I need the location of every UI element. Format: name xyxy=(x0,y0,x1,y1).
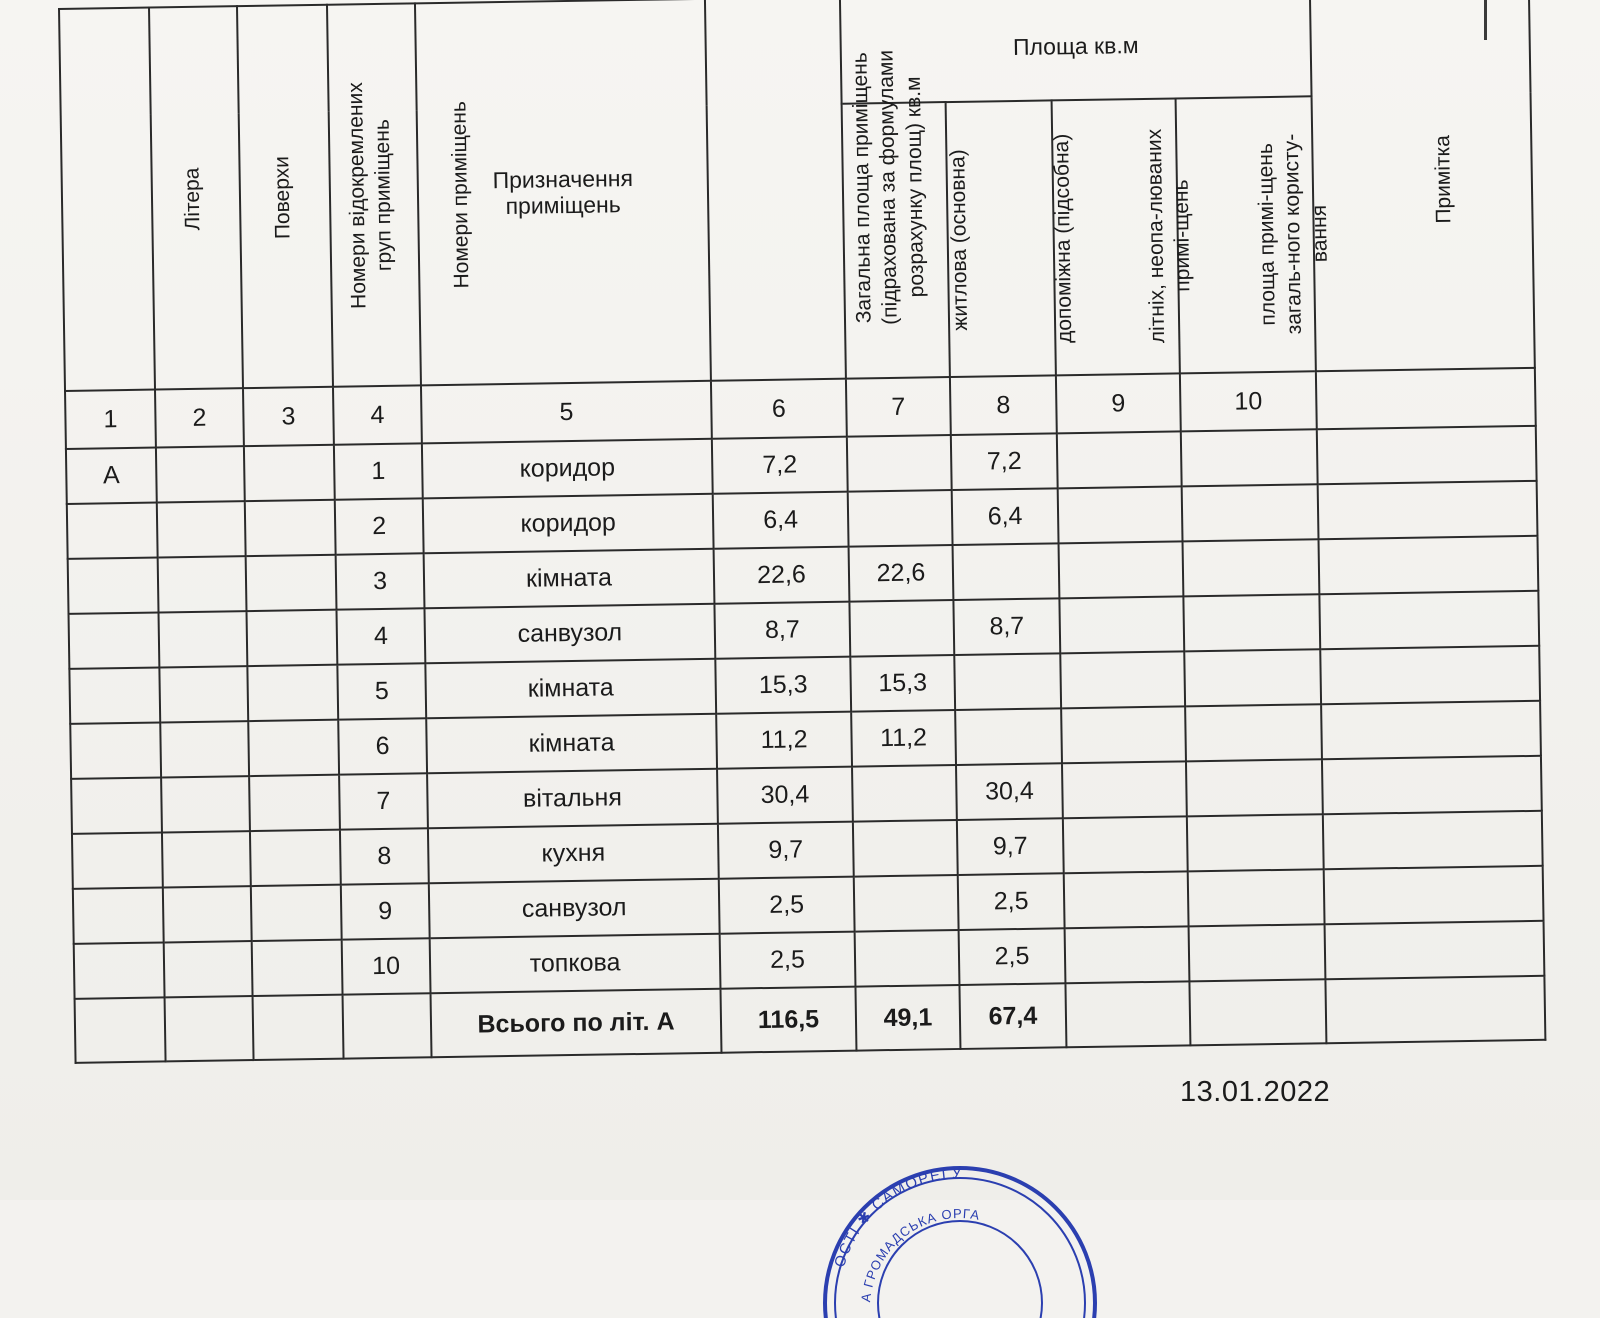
cell-purpose: кімната xyxy=(424,549,715,609)
cell-summer xyxy=(1062,761,1187,818)
cell-aux: 2,5 xyxy=(959,928,1066,985)
cell-room: 8 xyxy=(340,828,429,884)
cell-purpose: топкова xyxy=(430,934,721,994)
header-room-numbers: Номери приміщень xyxy=(327,3,421,386)
total-living: 49,1 xyxy=(855,985,960,1051)
cell-common xyxy=(1189,924,1326,981)
cell-aux xyxy=(953,543,1060,600)
cell-total: 15,3 xyxy=(715,657,851,714)
cell-total: 7,2 xyxy=(712,437,848,494)
cell-floor xyxy=(163,886,252,942)
cell-purpose: кухня xyxy=(428,824,719,884)
cell-total: 11,2 xyxy=(716,712,852,769)
cell-room: 7 xyxy=(339,773,428,829)
cell-aux xyxy=(955,708,1062,765)
cell-group xyxy=(246,555,337,611)
cell-floor xyxy=(159,611,248,667)
col-number: 9 xyxy=(1056,373,1181,433)
cell-empty xyxy=(343,993,432,1058)
cell-common xyxy=(1184,649,1321,706)
col-number: 3 xyxy=(243,387,334,446)
cell-living xyxy=(855,930,960,987)
cell-living: 15,3 xyxy=(850,655,955,712)
cell-living xyxy=(847,435,952,492)
cell-living: 22,6 xyxy=(849,545,954,602)
cell-common xyxy=(1183,594,1320,651)
cell-group xyxy=(245,500,336,556)
cell-purpose: коридор xyxy=(422,439,713,499)
cell-litera xyxy=(70,722,161,778)
cell-summer xyxy=(1058,486,1183,543)
cell-common xyxy=(1186,759,1323,816)
header-purpose-line1: Призначення xyxy=(492,164,634,193)
cell-living xyxy=(853,820,958,877)
cell-room: 9 xyxy=(341,883,430,939)
cell-room: 6 xyxy=(338,718,427,774)
col-number: 5 xyxy=(421,381,712,444)
cell-aux: 8,7 xyxy=(953,598,1060,655)
col-number: 8 xyxy=(950,375,1057,435)
cell-summer xyxy=(1063,816,1188,873)
cell-note xyxy=(1320,646,1540,704)
cell-living xyxy=(849,600,954,657)
header-groups: Номери відокремлених груп приміщень xyxy=(237,5,333,388)
cell-total: 8,7 xyxy=(714,602,850,659)
cell-floor xyxy=(161,776,250,832)
cell-summer xyxy=(1057,431,1182,488)
cell-common xyxy=(1185,704,1322,761)
col-number: 4 xyxy=(333,385,422,444)
cell-room: 3 xyxy=(336,553,425,609)
cell-purpose: коридор xyxy=(423,494,714,554)
cell-common xyxy=(1182,484,1319,541)
cell-note xyxy=(1322,756,1542,814)
col-number: 2 xyxy=(155,388,244,447)
header-floors: Поверхи xyxy=(149,6,243,389)
cell-room: 4 xyxy=(336,608,425,664)
cell-floor xyxy=(158,556,247,612)
cell-litera xyxy=(74,942,165,998)
cell-group xyxy=(251,885,342,941)
cell-aux: 7,2 xyxy=(951,433,1058,490)
cell-litera xyxy=(72,832,163,888)
cell-common xyxy=(1183,539,1320,596)
cell-empty xyxy=(75,997,166,1062)
cell-summer xyxy=(1065,926,1190,983)
cell-total: 2,5 xyxy=(720,932,856,989)
cell-floor xyxy=(160,721,249,777)
cell-total: 6,4 xyxy=(713,492,849,549)
cell-aux: 9,7 xyxy=(957,818,1064,875)
cell-floor xyxy=(156,446,245,502)
cell-group xyxy=(249,775,340,831)
header-aux: допоміжна (підсобна) xyxy=(946,100,1056,377)
header-common: площа примі-щень загаль-ного користу-вання xyxy=(1176,96,1316,374)
cell-summer xyxy=(1064,871,1189,928)
total-label: Всього по літ. А xyxy=(431,989,722,1058)
cell-litera xyxy=(68,558,159,614)
cell-common xyxy=(1181,429,1318,486)
cell-purpose: кімната xyxy=(425,659,716,719)
organization-stamp xyxy=(800,1098,1120,1318)
cell-total: 30,4 xyxy=(717,767,853,824)
cell-note xyxy=(1323,811,1543,869)
header-purpose-line2: приміщень xyxy=(505,191,621,219)
cell-floor xyxy=(157,501,246,557)
cell-room: 2 xyxy=(335,498,424,554)
cell-floor xyxy=(164,941,253,997)
cell-summer xyxy=(1061,706,1186,763)
col-number: 10 xyxy=(1180,371,1317,431)
header-total-area: Загальна площа приміщень (підрахована за формулами розрахунку площ) кв.м xyxy=(705,0,846,381)
cell-group xyxy=(247,665,338,721)
cell-group xyxy=(250,830,341,886)
document-date: 13.01.2022 xyxy=(1180,1076,1331,1108)
svg-text:А ГРОМАДСЬКА ОРГА: А ГРОМАДСЬКА ОРГА xyxy=(858,1205,982,1303)
cell-litera xyxy=(71,777,162,833)
cell-note xyxy=(1321,701,1541,759)
cell-aux: 2,5 xyxy=(958,873,1065,930)
cell-purpose: кімната xyxy=(426,714,717,774)
explication-table xyxy=(58,0,1546,1064)
col-number: 7 xyxy=(846,377,951,437)
cell-summer xyxy=(1060,651,1185,708)
total-aux: 67,4 xyxy=(959,983,1066,1049)
svg-text:ОСТІ ✱ САМОРЕГУ: ОСТІ ✱ САМОРЕГУ xyxy=(831,1164,964,1270)
cell-litera: А xyxy=(66,448,157,504)
header-area-group: Площа кв.м xyxy=(840,0,1312,103)
cell-empty xyxy=(165,996,254,1061)
cell-empty xyxy=(1065,981,1190,1047)
cell-group xyxy=(244,445,335,501)
cell-aux: 30,4 xyxy=(956,763,1063,820)
cell-note xyxy=(1319,591,1539,649)
cell-aux: 6,4 xyxy=(952,488,1059,545)
cell-floor xyxy=(162,831,251,887)
cell-group xyxy=(248,720,339,776)
cell-common xyxy=(1187,814,1324,871)
total-area: 116,5 xyxy=(720,987,856,1053)
cell-total: 22,6 xyxy=(714,547,850,604)
header-living: житлова (основна) xyxy=(842,102,950,379)
cell-note xyxy=(1325,921,1545,979)
explication-table-wrap xyxy=(58,0,1545,1108)
cell-note xyxy=(1319,536,1539,594)
col-number: 1 xyxy=(65,390,156,449)
cell-litera xyxy=(69,612,160,668)
cell-summer xyxy=(1059,596,1184,653)
cell-aux xyxy=(954,653,1061,710)
cell-purpose: санвузол xyxy=(424,604,715,664)
cell-room: 1 xyxy=(334,443,423,499)
cell-room: 5 xyxy=(337,663,426,719)
cell-litera xyxy=(67,503,158,559)
cell-common xyxy=(1188,869,1325,926)
cell-total: 2,5 xyxy=(719,877,855,934)
header-summer: літніх, неопа-люваних примі-щень xyxy=(1052,98,1180,375)
cell-note xyxy=(1318,481,1538,539)
cell-empty xyxy=(253,995,344,1060)
cell-living xyxy=(852,765,957,822)
cell-living: 11,2 xyxy=(851,710,956,767)
cell-purpose: вітальня xyxy=(427,769,718,829)
cell-note xyxy=(1317,426,1537,484)
cell-litera xyxy=(69,667,160,723)
cell-room: 10 xyxy=(342,938,431,994)
cell-litera xyxy=(73,887,164,943)
cell-purpose: санвузол xyxy=(429,879,720,939)
cell-group xyxy=(252,940,343,996)
cell-empty xyxy=(1325,976,1545,1043)
cell-note xyxy=(1324,866,1544,924)
cell-living xyxy=(848,490,953,547)
col-number-empty xyxy=(1316,368,1536,429)
cell-summer xyxy=(1059,541,1184,598)
header-litera: Літера xyxy=(59,8,155,391)
cell-total: 9,7 xyxy=(718,822,854,879)
cell-living xyxy=(854,875,959,932)
cell-floor xyxy=(159,666,248,722)
cell-group xyxy=(246,610,337,666)
cell-empty xyxy=(1189,979,1326,1045)
col-number: 6 xyxy=(711,379,847,439)
header-note: Примітка xyxy=(1310,0,1535,371)
